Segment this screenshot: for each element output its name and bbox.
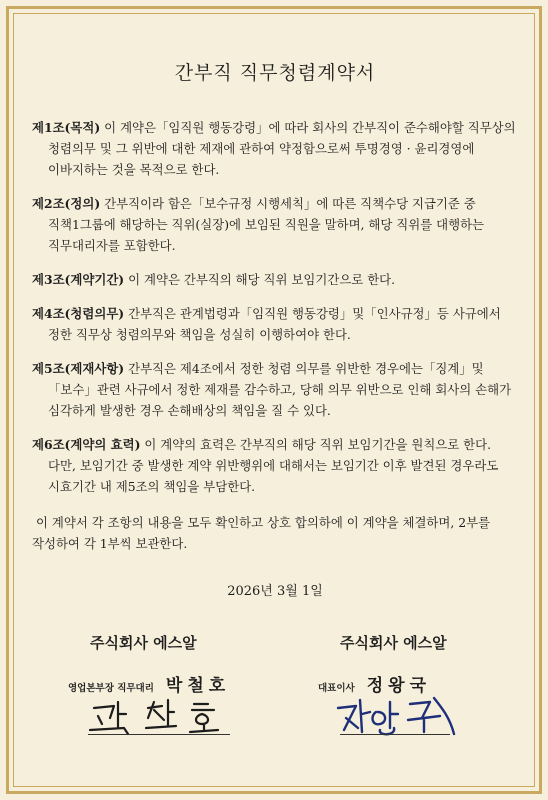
article-4-heading: 제4조(청렴의무) <box>32 306 125 321</box>
party-right <box>318 632 518 696</box>
contract-date: 2026년 3월 1일 <box>227 584 323 599</box>
party-right-name: 정왕국 <box>366 676 431 696</box>
document-title: 간부직 직무청렴계약서 <box>174 62 376 84</box>
article-6-text: 이 계약의 효력은 간부직의 해당 직위 보임기간을 원칙으로 한다. 다만, 보임기간 중 발생한 계약 위반행위에 대해서는 보임기간 이후 발견된 경우라도 시효기간 내 제5조의 책임을 부담한다. <box>48 437 499 494</box>
party-left-company: 주식회사 에스알 <box>90 634 197 652</box>
party-right-signature <box>330 694 460 738</box>
party-left <box>68 632 268 696</box>
party-left-signature-line <box>88 734 230 735</box>
party-right-person <box>318 671 518 696</box>
article-1-heading: 제1조(목적) <box>32 120 101 135</box>
article-4 <box>32 303 518 345</box>
article-6-heading: 제6조(계약의 효력) <box>32 437 141 452</box>
party-right-company: 주식회사 에스알 <box>340 634 447 652</box>
article-3-heading: 제3조(계약기간) <box>32 272 125 287</box>
article-2-text: 간부직이라 함은「보수규정 시행세칙」에 따른 직책수당 지급기준 중 직책1그룹에 해당하는 직위(실장)에 보임된 직원을 말하며, 해당 직위를 대행하는 직무대리자를 포함한다. <box>48 196 485 253</box>
article-2-heading: 제2조(정의) <box>32 196 101 211</box>
article-5-heading: 제5조(제재사항) <box>32 361 125 376</box>
closing-statement: 이 계약서 각 조항의 내용을 모두 확인하고 상호 합의하에 이 계약을 체결하며, 2부를 작성하여 각 1부씩 보관한다. <box>32 515 491 551</box>
party-left-position: 영업본부장 직무대리 <box>68 683 154 694</box>
party-left-signature <box>84 694 232 738</box>
article-3 <box>32 269 518 290</box>
party-left-person <box>68 671 268 696</box>
article-5 <box>32 358 518 421</box>
article-3-text: 이 계약은 간부직의 해당 직위 보임기간으로 한다. <box>124 272 396 287</box>
party-left-name: 박철호 <box>165 676 231 696</box>
article-5-text: 간부직은 제4조에서 정한 청렴 의무를 위반한 경우에는「징계」및「보수」관련 사규에서 정한 제재를 감수하고, 당해 의무 위반으로 인해 회사의 손해가 심각하게 발생한 경우 손해배상의 책임을 질 수 있다. <box>48 361 512 418</box>
article-1-text: 이 계약은「임직원 행동강령」에 따라 회사의 간부직이 준수해야할 직무상의 청렴의무 및 그 위반에 대한 제재에 관하여 약정함으로써 투명경영 · 윤리경영에 이바지하는 것을 목적으로 한다. <box>48 120 516 177</box>
article-6 <box>32 434 518 497</box>
party-right-position: 대표이사 <box>318 683 355 694</box>
article-2 <box>32 193 518 256</box>
article-4-text: 간부직은 관계법령과「임직원 행동강령」및「인사규정」등 사규에서 정한 직무상 청렴의무와 책임을 성실히 이행하여야 한다. <box>48 306 501 342</box>
article-1 <box>32 117 518 180</box>
party-right-signature-line <box>340 734 450 735</box>
contract-body <box>32 58 518 599</box>
